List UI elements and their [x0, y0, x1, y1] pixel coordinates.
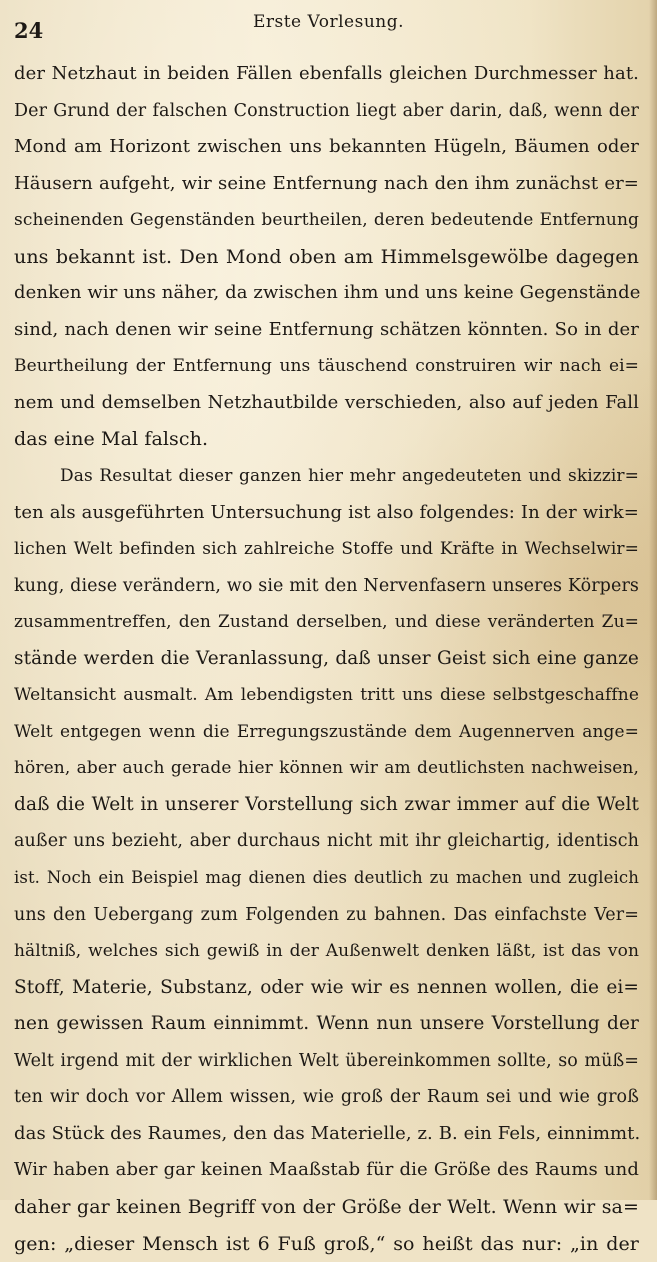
text-line: sind, nach denen wir seine Entfernung schätzen könnten. So in der: [14, 312, 639, 349]
text-line: ten als ausgeführten Untersuchung ist also folgendes: In der wirk=: [14, 495, 639, 532]
text-line: ist. Noch ein Beispiel mag dienen dies deutlich zu machen und zugleich: [14, 860, 639, 897]
text-line: Welt irgend mit der wirklichen Welt übereinkommen sollte, so müß=: [14, 1043, 639, 1080]
text-line: nem und demselben Netzhautbilde verschieden, also auf jeden Fall: [14, 385, 639, 422]
text-line: uns bekannt ist. Den Mond oben am Himmelsgewölbe dagegen: [14, 239, 639, 276]
text-line: das Stück des Raumes, den das Materielle, z. B. ein Fels, einnimmt.: [14, 1116, 639, 1153]
text-line: stände werden die Veranlassung, daß unser Geist sich eine ganze: [14, 641, 639, 678]
text-line: außer uns bezieht, aber durchaus nicht mit ihr gleichartig, identisch: [14, 823, 639, 860]
page-header: [14, 6, 643, 40]
running-head: Erste Vorlesung.: [14, 12, 643, 32]
text-line: Das Resultat dieser ganzen hier mehr angedeuteten und skizzir=: [14, 458, 639, 495]
text-line: Weltansicht ausmalt. Am lebendigsten tritt uns diese selbstgeschaffne: [14, 677, 639, 714]
text-line: hältniß, welches sich gewiß in der Außenwelt denken läßt, ist das von: [14, 933, 639, 970]
text-line: ten wir doch vor Allem wissen, wie groß der Raum sei und wie groß: [14, 1079, 639, 1116]
body-text: [14, 56, 639, 1262]
text-line: hören, aber auch gerade hier können wir am deutlichsten nachweisen,: [14, 750, 639, 787]
text-line: scheinenden Gegenständen beurtheilen, deren bedeutende Entfernung: [14, 202, 639, 239]
text-line: denken wir uns näher, da zwischen ihm und uns keine Gegenstände: [14, 275, 639, 312]
text-line: Stoff, Materie, Substanz, oder wie wir es nennen wollen, die ei=: [14, 970, 639, 1007]
text-line: Der Grund der falschen Construction liegt aber darin, daß, wenn der: [14, 93, 639, 130]
text-line: nen gewissen Raum einnimmt. Wenn nun unsere Vorstellung der: [14, 1006, 639, 1043]
text-line: lichen Welt befinden sich zahlreiche Stoffe und Kräfte in Wechselwir=: [14, 531, 639, 568]
page-number: 24: [14, 18, 43, 43]
text-line: das eine Mal falsch.: [14, 421, 639, 458]
text-line: Beurtheilung der Entfernung uns täuschend construiren wir nach ei=: [14, 348, 639, 385]
text-line: daß die Welt in unserer Vorstellung sich zwar immer auf die Welt: [14, 787, 639, 824]
text-line: Wir haben aber gar keinen Maaßstab für die Größe des Raums und: [14, 1152, 639, 1189]
text-line: Mond am Horizont zwischen uns bekannten Hügeln, Bäumen oder: [14, 129, 639, 166]
text-line: daher gar keinen Begriff von der Größe der Welt. Wenn wir sa=: [14, 1189, 639, 1226]
text-line: gen: „dieser Mensch ist 6 Fuß groß,“ so heißt das nur: „in der: [14, 1226, 639, 1262]
text-line: kung, diese verändern, wo sie mit den Nervenfasern unseres Körpers: [14, 568, 639, 605]
text-line: zusammentreffen, den Zustand derselben, und diese veränderten Zu=: [14, 604, 639, 641]
text-line: der Netzhaut in beiden Fällen ebenfalls gleichen Durchmesser hat.: [14, 56, 639, 93]
text-line: Welt entgegen wenn die Erregungszustände dem Augennerven ange=: [14, 714, 639, 751]
text-line: uns den Uebergang zum Folgenden zu bahnen. Das einfachste Ver=: [14, 897, 639, 934]
text-line: Häusern aufgeht, wir seine Entfernung nach den ihm zunächst er=: [14, 166, 639, 203]
